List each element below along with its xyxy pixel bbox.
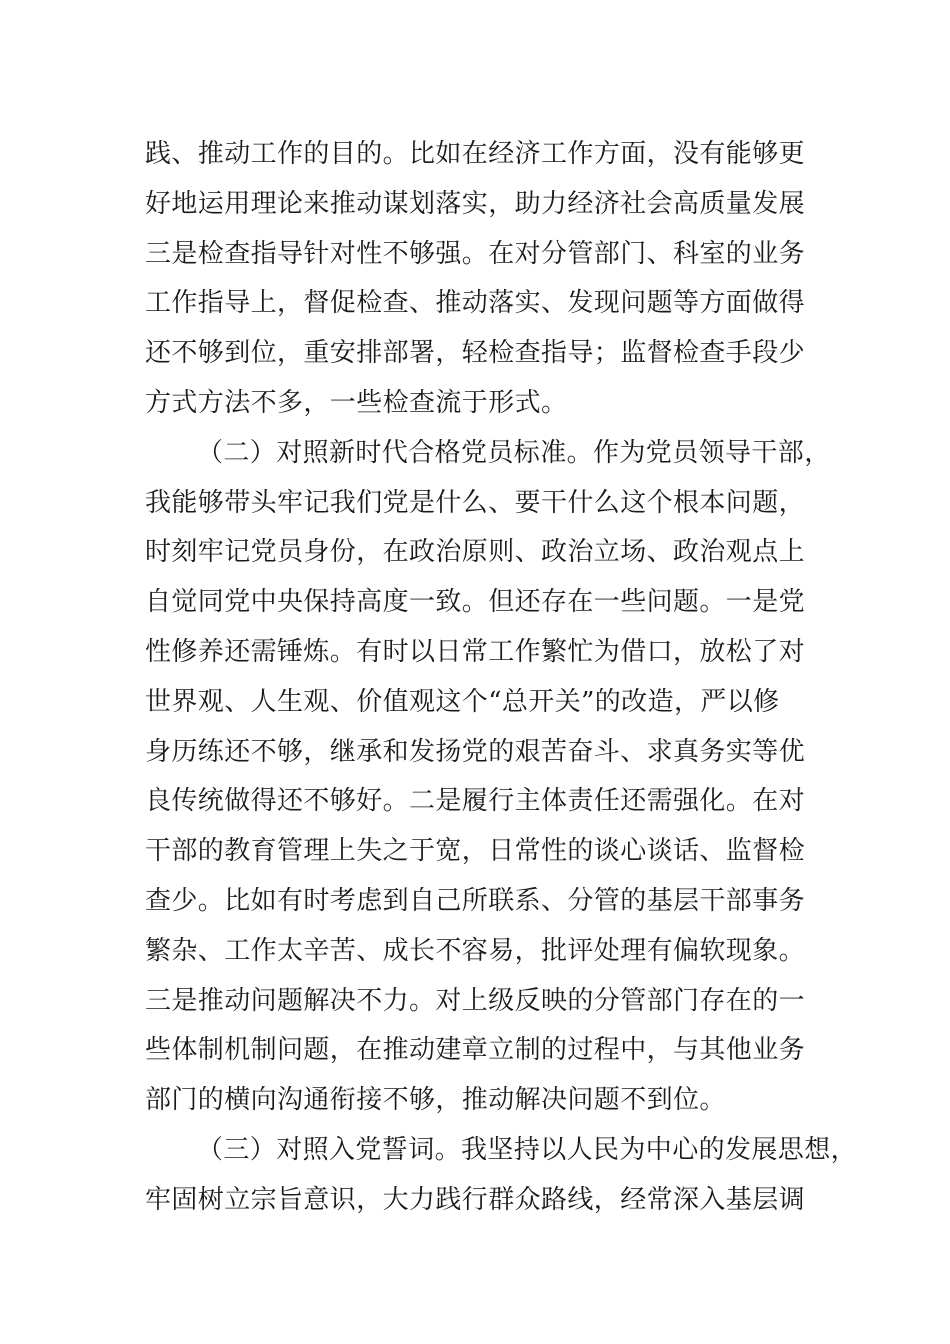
text-line: 干部的教育管理上失之于宽，日常性的谈心谈话、监督检 [145,836,806,867]
text-line: 世界观、人生观、价值观这个“总开关”的改造，严以修 [145,686,780,717]
text-line: 我能够带头牢记我们党是什么、要干什么这个根本问题， [145,487,806,518]
text-line: （二）对照新时代合格党员标准。作为党员领导干部， [197,437,831,468]
text-line: 牢固树立宗旨意识，大力践行群众路线，经常深入基层调 [145,1184,806,1215]
text-line: 查少。比如有时考虑到自己所联系、分管的基层干部事务 [145,885,806,916]
text-line: 性修养还需锤炼。有时以日常工作繁忙为借口，放松了对 [145,636,806,667]
text-line: 三是检查指导针对性不够强。在对分管部门、科室的业务 [145,238,806,269]
text-line: 繁杂、工作太辛苦、成长不容易，批评处理有偏软现象。 [145,935,806,966]
text-line: 三是推动问题解决不力。对上级反映的分管部门存在的一 [145,985,806,1016]
text-line: 好地运用理论来推动谋划落实，助力经济社会高质量发展 [145,188,806,219]
text-line: 部门的横向沟通衔接不够，推动解决问题不到位。 [145,1085,726,1116]
text-line: 些体制机制问题，在推动建章立制的过程中，与其他业务 [145,1035,806,1066]
text-line: 还不够到位，重安排部署，轻检查指导；监督检查手段少 [145,338,806,369]
text-line: 方式方法不多，一些检查流于形式。 [145,387,568,418]
text-line: 身历练还不够，继承和发扬党的艰苦奋斗、求真务实等优 [145,736,806,767]
text-line: 工作指导上，督促检查、推动落实、发现问题等方面做得 [145,288,806,319]
text-line: 自觉同党中央保持高度一致。但还存在一些问题。一是党 [145,587,806,618]
text-line: （三）对照入党誓词。我坚持以人民为中心的发展思想， [197,1134,858,1165]
text-line: 践、推动工作的目的。比如在经济工作方面，没有能够更 [145,139,806,169]
text-line: 良传统做得还不够好。二是履行主体责任还需强化。在对 [145,786,806,817]
body-text [145,130,858,1226]
text-line: 时刻牢记党员身份，在政治原则、政治立场、政治观点上 [145,537,806,568]
